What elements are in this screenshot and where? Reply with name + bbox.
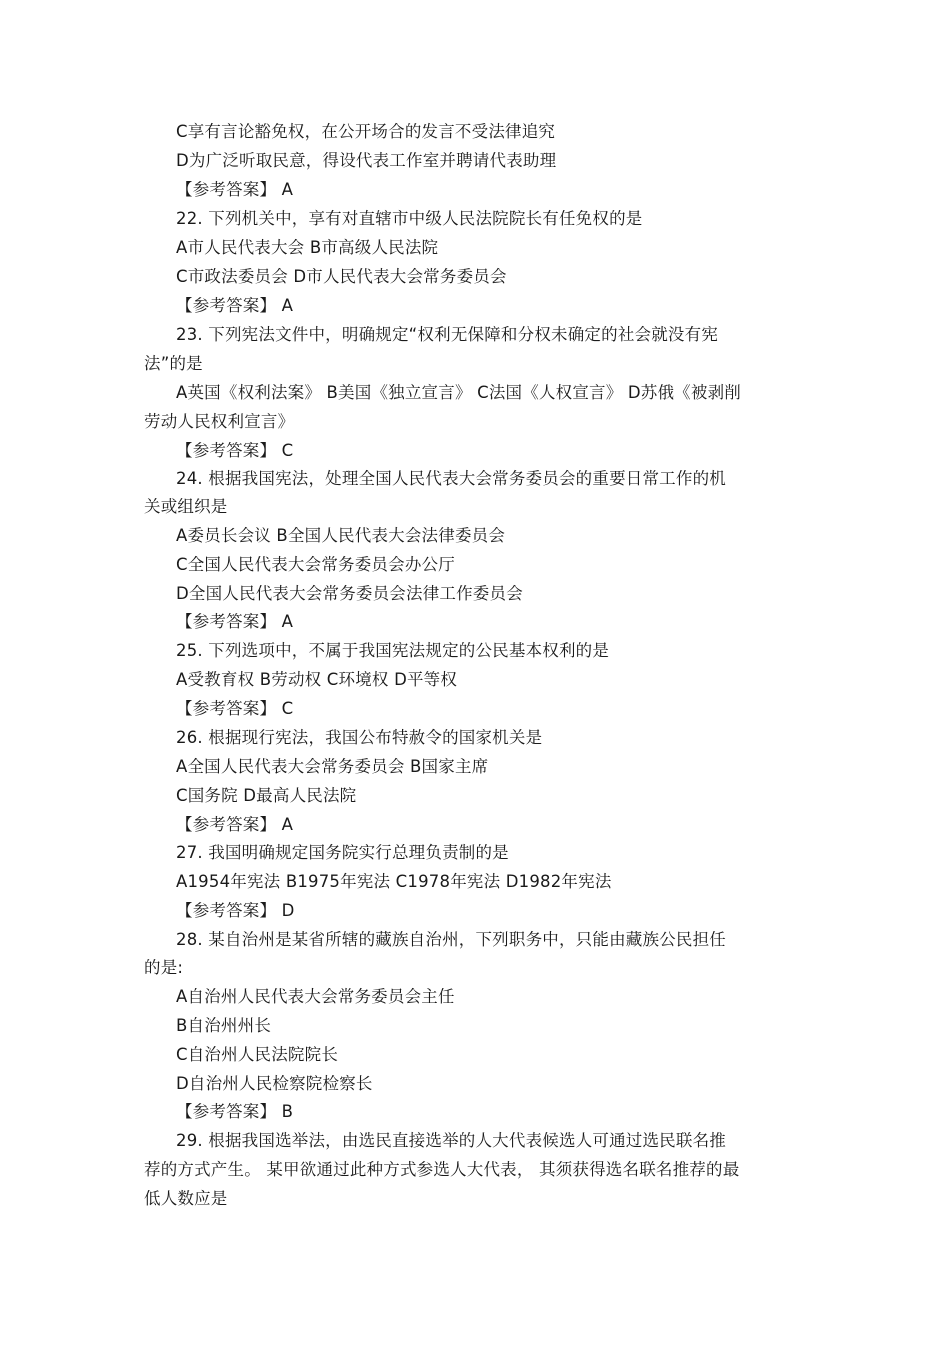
question-24-cont: 关或组织是: [144, 497, 228, 516]
question-25: 25. 下列选项中，不属于我国宪法规定的公民基本权利的是: [176, 641, 610, 660]
option-c-q24: C全国人民代表大会常务委员会办公厅: [176, 555, 455, 574]
question-23: 23. 下列宪法文件中，明确规定“权利无保障和分权未确定的社会就没有宪: [176, 325, 719, 344]
options-cd-q26: C国务院 D最高人民法院: [176, 786, 357, 805]
answer-q26: 【参考答案】 A: [176, 815, 294, 834]
question-28-cont: 的是:: [144, 958, 184, 977]
options-ab-q22: A市人民代表大会 B市高级人民法院: [176, 238, 439, 257]
options-ab-q26: A全国人民代表大会常务委员会 B国家主席: [176, 757, 489, 776]
options-ab-q24: A委员长会议 B全国人民代表大会法律委员会: [176, 526, 506, 545]
question-22: 22. 下列机关中，享有对直辖市中级人民法院院长有任免权的是: [176, 209, 643, 228]
question-26: 26. 根据现行宪法，我国公布特赦令的国家机关是: [176, 728, 543, 747]
question-27: 27. 我国明确规定国务院实行总理负责制的是: [176, 843, 509, 862]
question-29-cont-2: 低人数应是: [144, 1189, 228, 1208]
option-c-q21: C享有言论豁免权，在公开场合的发言不受法律追究: [176, 122, 556, 141]
option-d-q21: D为广泛听取民意，得设代表工作室并聘请代表助理: [176, 151, 557, 170]
option-d-q24: D全国人民代表大会常务委员会法律工作委员会: [176, 584, 523, 603]
answer-q23: 【参考答案】 C: [176, 441, 294, 460]
answer-q24: 【参考答案】 A: [176, 612, 294, 631]
options-q23: A英国《权利法案》 B美国《独立宣言》 C法国《人权宣言》 D苏俄《被剥削: [176, 383, 741, 402]
options-q23-cont: 劳动人民权利宣言》: [144, 412, 295, 431]
option-a-q28: A自治州人民代表大会常务委员会主任: [176, 987, 455, 1006]
options-q25: A受教育权 B劳动权 C环境权 D平等权: [176, 670, 458, 689]
question-29: 29. 根据我国选举法，由选民直接选举的人大代表候选人可通过选民联名推: [176, 1131, 726, 1150]
question-23-cont: 法”的是: [144, 354, 203, 373]
option-b-q28: B自治州州长: [176, 1016, 272, 1035]
option-d-q28: D自治州人民检察院检察长: [176, 1074, 373, 1093]
question-28: 28. 某自治州是某省所辖的藏族自治州，下列职务中，只能由藏族公民担任: [176, 930, 726, 949]
option-c-q28: C自治州人民法院院长: [176, 1045, 339, 1064]
answer-q25: 【参考答案】 C: [176, 699, 294, 718]
options-cd-q22: C市政法委员会 D市人民代表大会常务委员会: [176, 267, 507, 286]
question-29-cont-1: 荐的方式产生。 某甲欲通过此种方式参选人大代表， 其须获得选名联名推荐的最: [144, 1160, 740, 1179]
question-24: 24. 根据我国宪法，处理全国人民代表大会常务委员会的重要日常工作的机: [176, 469, 726, 488]
answer-q28: 【参考答案】 B: [176, 1102, 294, 1121]
options-q27: A1954年宪法 B1975年宪法 C1978年宪法 D1982年宪法: [176, 872, 612, 891]
answer-q27: 【参考答案】 D: [176, 901, 295, 920]
answer-q22: 【参考答案】 A: [176, 296, 294, 315]
answer-q21: 【参考答案】 A: [176, 180, 294, 199]
